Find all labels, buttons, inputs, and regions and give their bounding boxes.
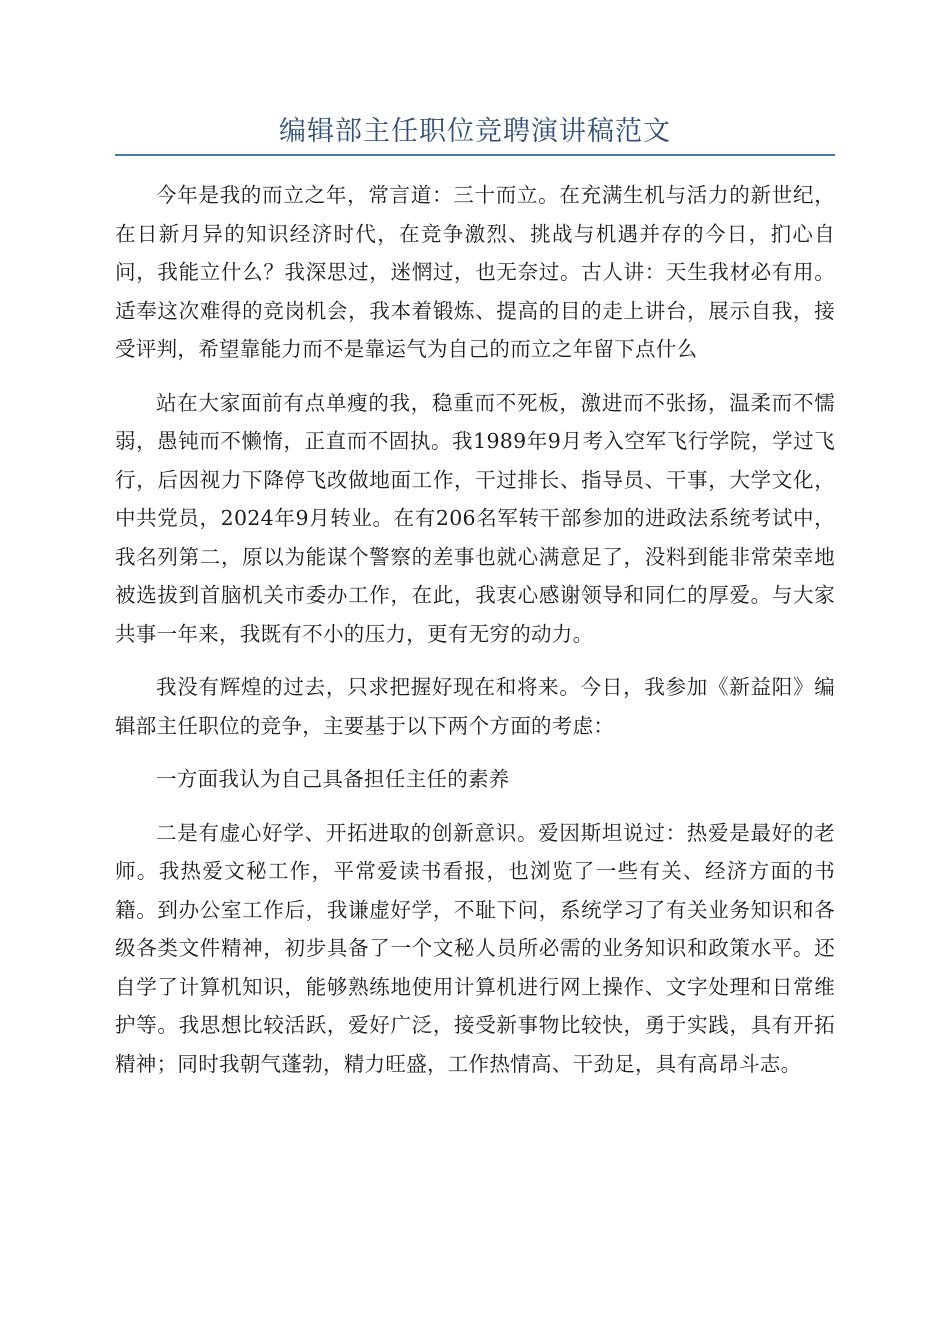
paragraph-3: 我没有辉煌的过去，只求把握好现在和将来。今日，我参加《新益阳》编辑部主任职位的竞争，主要基于以下两个方面的考虑： (115, 675, 835, 738)
document-body (115, 176, 835, 1098)
paragraph-5: 二是有虚心好学、开拓进取的创新意识。爱因斯坦说过：热爱是最好的老师。我热爱文秘工作，平常爱读书看报，也浏览了一些有关、经济方面的书籍。到办公室工作后，我谦虚好学，不耻下问，系统学习了有关业务知识和各级各类文件精神，初步具备了一个文秘人员所必需的业务知识和政策水平。还自学了计算机知识，能够熟练地使用计算机进行网上操作、文字处理和日常维护等。我思想比较活跃，爱好广泛，接受新事物比较快，勇于实践，具有开拓精神；同时我朝气蓬勃，精力旺盛，工作热情高、干劲足，具有高昂斗志。 (115, 820, 835, 1076)
paragraph-2: 站在大家面前有点单瘦的我，稳重而不死板，激进而不张扬，温柔而不懦弱，愚钝而不懒惰，正直而不固执。我1989年9月考入空军飞行学院，学过飞行，后因视力下降停飞改做地面工作，干过排长、指导员、干事，大学文化，中共党员，2024年9月转业。在有206名军转干部参加的进政法系统考试中，我名列第二，原以为能谋个警察的差事也就心满意足了，没料到能非常荣幸地被选拔到首脑机关市委办工作，在此，我衷心感谢领导和同仁的厚爱。与大家共事一年来，我既有不小的压力，更有无穷的动力。 (115, 390, 835, 646)
title-underline (115, 154, 835, 156)
document-title: 编辑部主任职位竞聘演讲稿范文 (279, 116, 671, 147)
paragraph-1: 今年是我的而立之年，常言道：三十而立。在充满生机与活力的新世纪，在日新月异的知识经济时代，在竞争激烈、挑战与机遇并存的今日，扪心自问，我能立什么？我深思过，迷惘过，也无奈过。古人讲：天生我材必有用。适奉这次难得的竞岗机会，我本着锻炼、提高的目的走上讲台，展示自我，接受评判，希望靠能力而不是靠运气为自己的而立之年留下点什么 (115, 183, 835, 361)
paragraph-4: 一方面我认为自己具备担任主任的素养 (156, 767, 510, 791)
